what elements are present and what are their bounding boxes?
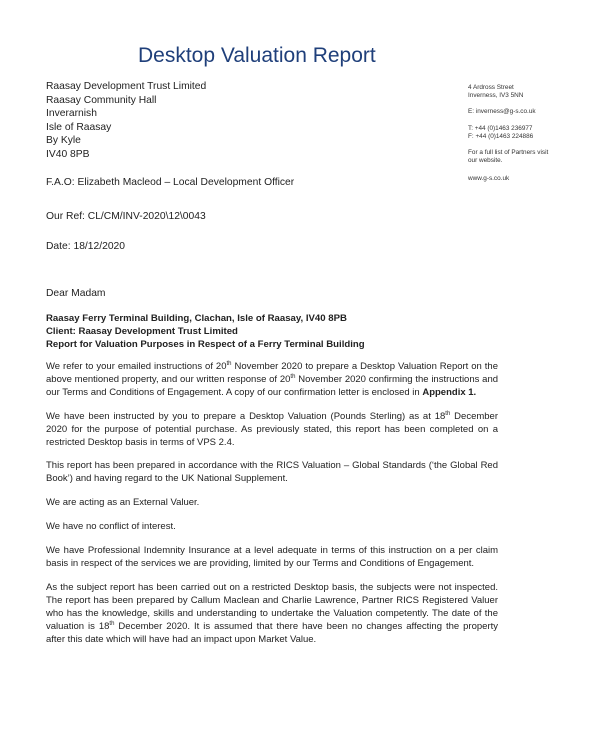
sender-email: E: inverness@g-s.co.uk xyxy=(468,108,536,116)
recipient-line: Inverarnish xyxy=(46,108,97,119)
letter-date: Date: 18/12/2020 xyxy=(46,241,126,252)
sender-website: www.g-s.co.uk xyxy=(468,175,510,183)
fao-line: F.A.O: Elizabeth Macleod – Local Development Officer xyxy=(46,177,295,188)
salutation: Dear Madam xyxy=(46,288,106,299)
recipient-line: Isle of Raasay xyxy=(46,121,112,133)
appendix-ref: Appendix 1. xyxy=(422,386,477,398)
sender-city: Inverness, IV3 5NN xyxy=(468,92,524,100)
paragraph-external-valuer: We are acting as an External Valuer. xyxy=(46,497,200,509)
recipient-address xyxy=(46,80,206,161)
sender-partners: For a full list of Partners visit xyxy=(468,149,549,157)
paragraph-instructed: We have been instructed by you to prepare a Desktop Valuation (Pounds Sterling) as at 18th December 2020 for the purpose of potential purchase. As previously stated, this report has been completed on a restricted Desktop basis in terms of VPS 2.4. xyxy=(46,410,498,448)
subject-property: Raasay Ferry Terminal Building, Clachan, Isle of Raasay, IV40 8PB xyxy=(46,313,347,324)
subject-block xyxy=(46,312,365,351)
sender-fax: F: +44 (0)1463 224886 xyxy=(468,132,534,140)
sender-tel: T: +44 (0)1463 236977 xyxy=(468,124,533,132)
subject-purpose: Report for Valuation Purposes in Respect of a Ferry Terminal Building xyxy=(46,339,365,350)
paragraph-instructions: We refer to your emailed instructions of 20th November 2020 to prepare a Desktop Valuation Report on the above mentioned property, and our written response of 20th November 2020 confirming the instructions and our Terms and Conditions of Engagement. A copy of our confirmation letter is enclosed in Appendix 1. xyxy=(46,360,499,398)
sender-street: 4 Ardross Street xyxy=(468,84,514,91)
recipient-line: Raasay Community Hall xyxy=(46,94,157,106)
letter-body xyxy=(46,361,498,657)
report-title: Desktop Valuation Report xyxy=(138,44,376,67)
subject-client: Client: Raasay Development Trust Limited xyxy=(46,326,238,337)
paragraph-conflict: We have no conflict of interest. xyxy=(46,521,176,533)
recipient-line: By Kyle xyxy=(46,135,81,146)
paragraph-desktop-basis: As the subject report has been carried out on a restricted Desktop basis, the subjects were not inspected. The report has been prepared by Callum Maclean and Charlie Lawrence, Partner RICS Registered Valuer who has the knowledge, skills and understanding to undertake the Valuation competently. The date of the valuation is 18th December 2020. It is assumed that there have been no changes affecting the property after this date which will have had an impact upon Market Value. xyxy=(46,581,498,645)
sender-details xyxy=(468,84,548,184)
recipient-line: IV40 8PB xyxy=(46,148,90,160)
paragraph-standards: This report has been prepared in accordance with the RICS Valuation – Global Standards (‘the Global Red Book’) and having regard to the UK National Supplement. xyxy=(46,460,498,485)
paragraph-insurance: We have Professional Indemnity Insurance at a level adequate in terms of this instruction on a per claim basis in respect of the services we are providing, limited by our Terms and Conditions of Engagement. xyxy=(46,545,498,569)
our-ref: Our Ref: CL/CM/INV-2020\12\0043 xyxy=(46,211,206,222)
sender-partners-cont: our website. xyxy=(468,157,503,165)
recipient-line: Raasay Development Trust Limited xyxy=(46,81,207,92)
